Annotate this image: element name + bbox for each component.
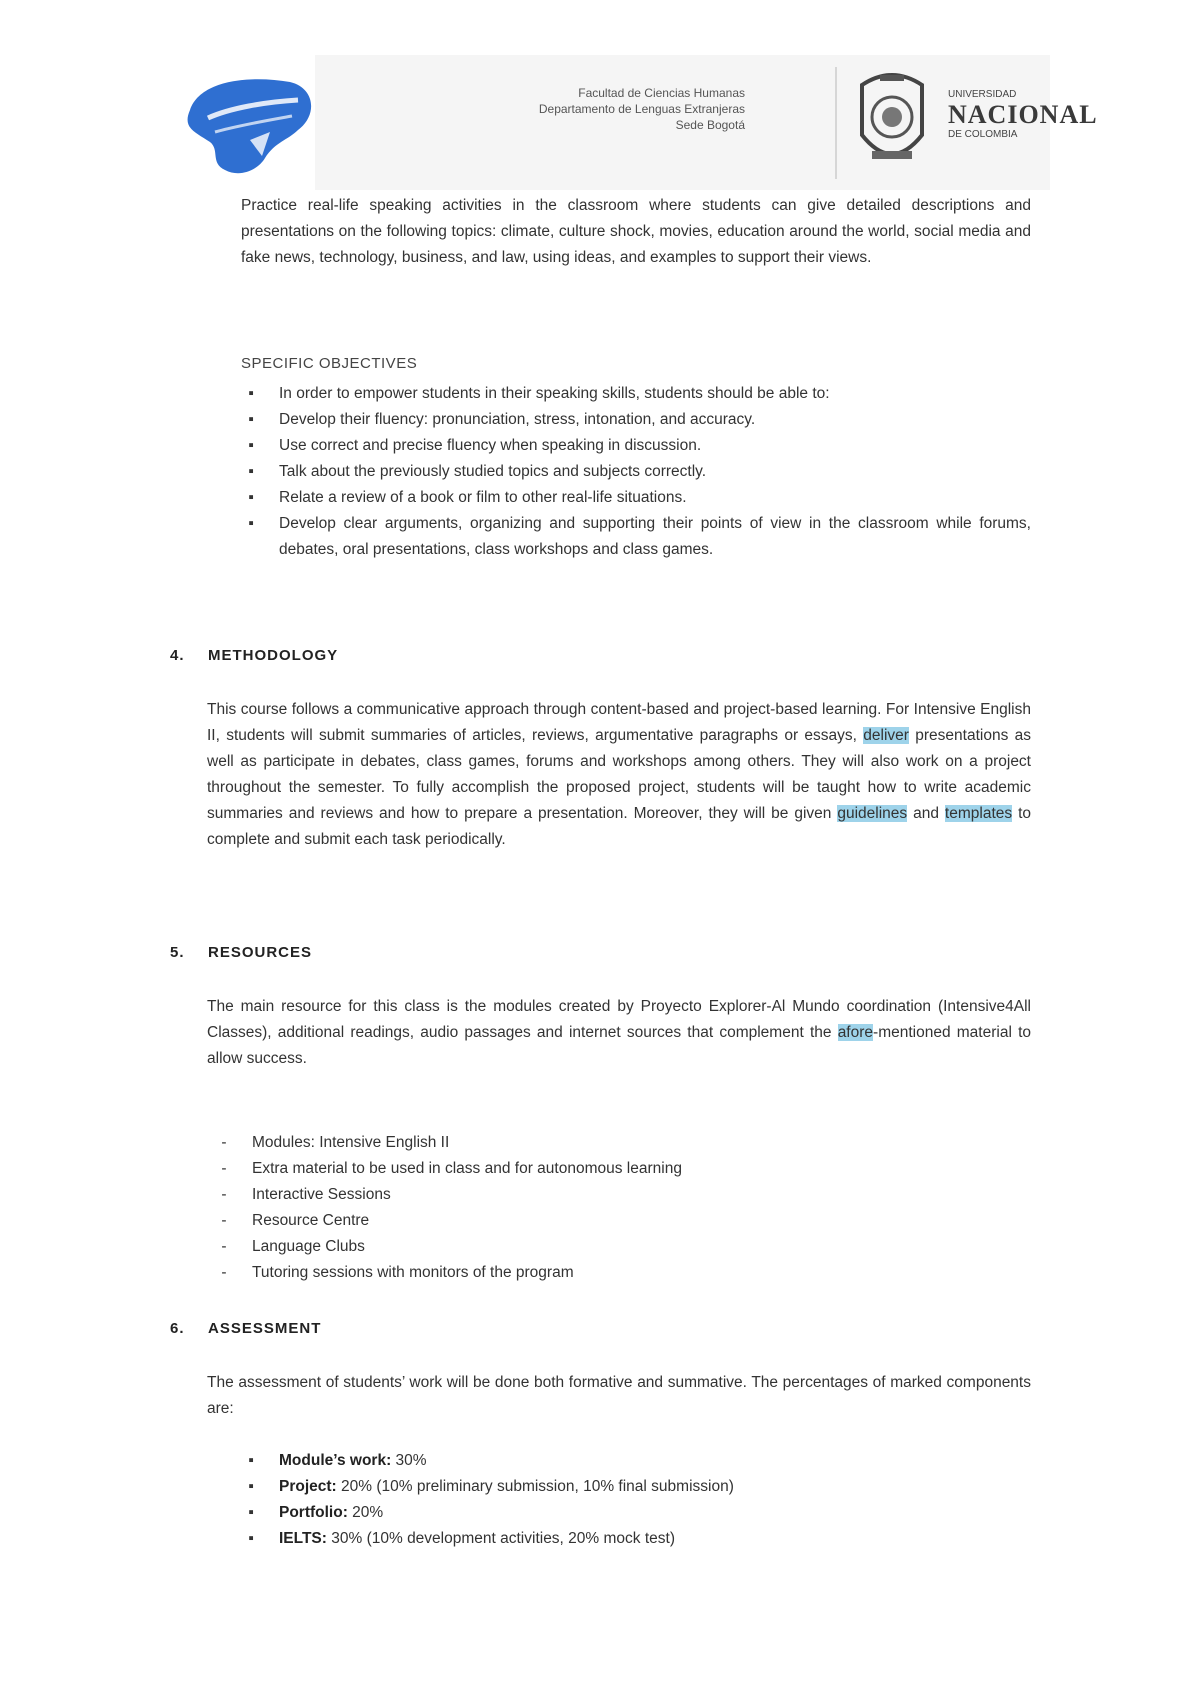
bullet-icon: ▪ [248, 1530, 254, 1547]
assessment-intro: The assessment of students’ work will be done both formative and summative. The percentages of marked components are: [207, 1374, 1031, 1417]
highlighted-text: templates [944, 805, 1013, 822]
bullet-icon: ▪ [248, 385, 254, 402]
list-item: - Extra material to be used in class and for autonomous learning [214, 1156, 1031, 1182]
institution-line: Facultad de Ciencias Humanas [578, 86, 745, 100]
highlighted-text: guidelines [837, 805, 908, 822]
highlighted-text: afore [837, 1024, 874, 1041]
list-item: ▪ Relate a review of a book or film to other real-life situations. [241, 485, 1031, 511]
page-header [180, 55, 1098, 185]
header-divider [835, 67, 837, 179]
dash-bullet: - [221, 1134, 227, 1151]
bullet-icon: ▪ [248, 515, 254, 532]
bullet-icon: ▪ [248, 463, 254, 480]
dash-bullet: - [221, 1264, 227, 1281]
list-item: ▪ Portfolio: 20% [241, 1500, 1031, 1526]
list-item: - Language Clubs [214, 1234, 1031, 1260]
bullet-icon: ▪ [248, 489, 254, 506]
bullet-icon: ▪ [248, 1452, 254, 1469]
specific-objectives-heading: SPECIFIC OBJECTIVES [241, 355, 418, 372]
methodology-paragraph: This course follows a communicative approach through content-based and project-based learning. For Intensive English II, students will submit summaries of articles, reviews, argumentative paragraphs or essays, deliver presentations as well as participate in debates, class games, forums and workshops among others. They will also work on a project throughout the semester. To fully accomplish the proposed project, students will be taught how to write academic summaries and reviews and how to prepare a presentation. Moreover, they will be given guidelines and templates to complete and submit each task periodically. [207, 701, 1031, 848]
list-item: ▪ IELTS: 30% (10% development activities, 20% mock test) [241, 1526, 1031, 1552]
institution-line: Departamento de Lenguas Extranjeras [538, 102, 745, 116]
section-title: RESOURCES [208, 944, 313, 961]
assessment-heading [170, 1320, 321, 1337]
list-item: ▪ Use correct and precise fluency when speaking in discussion. [241, 433, 1031, 459]
list-item: - Resource Centre [214, 1208, 1031, 1234]
list-item: - Modules: Intensive English II [214, 1130, 1031, 1156]
methodology-heading [170, 647, 338, 664]
bullet-icon: ▪ [248, 437, 254, 454]
section-title: ASSESSMENT [208, 1320, 322, 1337]
institution-text [539, 85, 745, 133]
resources-list [214, 1130, 1031, 1286]
highlighted-text: deliver [863, 727, 909, 744]
dash-bullet: - [221, 1160, 227, 1177]
section-number: 5. [170, 944, 185, 961]
university-seal-icon [852, 65, 932, 175]
section-title: METHODOLOGY [208, 647, 339, 664]
program-logo-icon [180, 70, 320, 180]
assessment-paragraph [207, 1370, 1031, 1422]
list-item: ▪ Develop clear arguments, organizing and supporting their points of view in the classroom while forums, debates, oral presentations, class workshops and class games. [241, 511, 1031, 563]
bullet-icon: ▪ [248, 1478, 254, 1495]
list-item: ▪ Project: 20% (10% preliminary submission, 10% final submission) [241, 1474, 1031, 1500]
university-small-bottom: DE COLOMBIA [948, 129, 1018, 140]
university-small-top: UNIVERSIDAD [948, 89, 1017, 100]
intro-paragraph [241, 193, 1031, 271]
resources-heading [170, 944, 312, 961]
dash-bullet: - [221, 1238, 227, 1255]
list-item: - Tutoring sessions with monitors of the program [214, 1260, 1031, 1286]
list-item: ▪ Talk about the previously studied topics and subjects correctly. [241, 459, 1031, 485]
university-wordmark [948, 89, 1098, 141]
list-item: ▪ Module’s work: 30% [241, 1448, 1031, 1474]
section-number: 6. [170, 1320, 185, 1337]
assessment-list [241, 1448, 1031, 1552]
university-name: NACIONAL [948, 100, 1098, 129]
list-item: - Interactive Sessions [214, 1182, 1031, 1208]
intro-text: Practice real-life speaking activities in the classroom where students can give detailed descriptions and presentations on the following topics: climate, culture shock, movies, education around the world, social media and fake news, technology, business, and law, using ideas, and examples to support their views. [241, 197, 1031, 266]
bullet-icon: ▪ [248, 1504, 254, 1521]
dash-bullet: - [221, 1212, 227, 1229]
resources-paragraph: The main resource for this class is the modules created by Proyecto Explorer-Al Mundo coordination (Intensive4All Classes), additional readings, audio passages and internet sources that complement the afore-mentioned material to allow success. [207, 998, 1031, 1067]
dash-bullet: - [221, 1186, 227, 1203]
specific-objectives-list [241, 381, 1031, 563]
institution-line: Sede Bogotá [675, 118, 745, 132]
section-number: 4. [170, 647, 185, 664]
list-item: ▪ In order to empower students in their speaking skills, students should be able to: [241, 381, 1031, 407]
list-item: ▪ Develop their fluency: pronunciation, stress, intonation, and accuracy. [241, 407, 1031, 433]
bullet-icon: ▪ [248, 411, 254, 428]
